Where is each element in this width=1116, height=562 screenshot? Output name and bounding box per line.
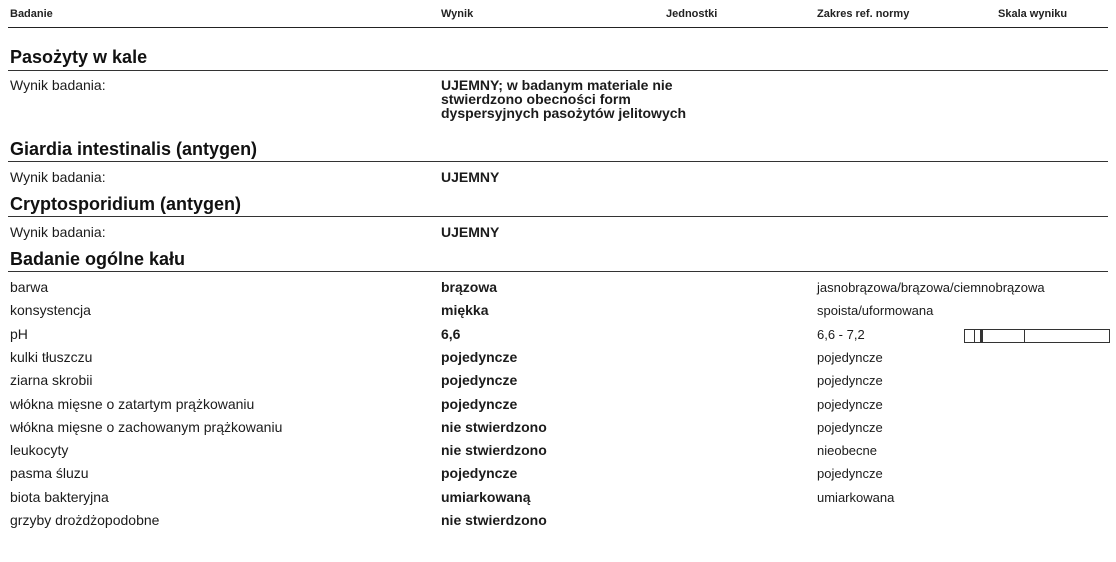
row-value: UJEMNY xyxy=(441,224,500,240)
row-value: 6,6 xyxy=(441,326,461,342)
row-ref-range: pojedyncze xyxy=(817,350,883,365)
header-units: Jednostki xyxy=(666,8,718,20)
row-ref-range: pojedyncze xyxy=(817,420,883,435)
row-value: pojedyncze xyxy=(441,349,518,365)
row-value: pojedyncze xyxy=(441,465,518,481)
row-ref-range: spoista/uformowana xyxy=(817,303,934,318)
ph-scale-bar xyxy=(964,329,1110,343)
row-value: brązowa xyxy=(441,279,498,295)
row-name: pH xyxy=(10,326,28,342)
row-label: Wynik badania: xyxy=(10,77,106,93)
section-divider xyxy=(8,161,1108,162)
table-row xyxy=(0,465,1116,487)
parasites-result xyxy=(441,78,686,120)
table-row xyxy=(0,372,1116,394)
table-row xyxy=(0,326,1116,348)
row-name: włókna mięsne o zachowanym prążkowaniu xyxy=(10,419,283,435)
row-label: Wynik badania: xyxy=(10,169,106,185)
row-name: biota bakteryjna xyxy=(10,489,109,505)
row-name: ziarna skrobii xyxy=(10,372,93,388)
row-value: UJEMNY xyxy=(441,169,500,185)
ph-scale-ref-high-line xyxy=(1024,330,1025,342)
row-value: umiarkowaną xyxy=(441,489,531,505)
section-title-giardia: Giardia intestinalis (antygen) xyxy=(10,139,258,159)
section-title-cryptosporidium: Cryptosporidium (antygen) xyxy=(10,194,242,214)
row-name: kulki tłuszczu xyxy=(10,349,93,365)
row-value: nie stwierdzono xyxy=(441,419,547,435)
row-name: włókna mięsne o zatartym prążkowaniu xyxy=(10,396,255,412)
table-header xyxy=(0,0,1116,30)
row-name: konsystencja xyxy=(10,302,91,318)
row-value: nie stwierdzono xyxy=(441,512,547,528)
row-value: pojedyncze xyxy=(441,396,518,412)
ph-scale-marker xyxy=(980,330,983,342)
row-ref-range: pojedyncze xyxy=(817,466,883,481)
table-row xyxy=(0,302,1116,324)
table-row xyxy=(0,169,1116,191)
row-name: leukocyty xyxy=(10,442,69,458)
row-ref-range: umiarkowana xyxy=(817,490,895,505)
section-title-general: Badanie ogólne kału xyxy=(10,249,186,269)
row-ref-range: pojedyncze xyxy=(817,373,883,388)
result-line: stwierdzono obecności form xyxy=(441,91,631,107)
row-value: nie stwierdzono xyxy=(441,442,547,458)
section-divider xyxy=(8,216,1108,217)
row-ref-range: 6,6 - 7,2 xyxy=(817,327,865,342)
row-value: miękka xyxy=(441,302,489,318)
header-ref-range: Zakres ref. normy xyxy=(817,8,910,20)
row-label: Wynik badania: xyxy=(10,224,106,240)
row-value: pojedyncze xyxy=(441,372,518,388)
table-row xyxy=(0,279,1116,301)
table-row xyxy=(0,442,1116,464)
result-line: dyspersyjnych pasożytów jelitowych xyxy=(441,105,687,121)
row-name: barwa xyxy=(10,279,49,295)
table-row xyxy=(0,419,1116,441)
section-title-parasites: Pasożyty w kale xyxy=(10,47,148,67)
table-row xyxy=(0,489,1116,511)
table-row xyxy=(0,224,1116,246)
table-row xyxy=(0,349,1116,371)
section-divider xyxy=(8,70,1108,71)
table-row xyxy=(0,512,1116,534)
row-ref-range: nieobecne xyxy=(817,443,877,458)
result-line: UJEMNY; w badanym materiale nie xyxy=(441,77,673,93)
section-divider xyxy=(8,271,1108,272)
header-result: Wynik xyxy=(441,8,474,20)
row-ref-range: jasnobrązowa/brązowa/ciemnobrązowa xyxy=(817,280,1045,295)
table-row xyxy=(0,396,1116,418)
row-name: pasma śluzu xyxy=(10,465,89,481)
header-scale: Skala wyniku xyxy=(998,8,1068,20)
row-ref-range: pojedyncze xyxy=(817,397,883,412)
row-name: grzyby drożdżopodobne xyxy=(10,512,160,528)
ph-scale-ref-low-line xyxy=(974,330,975,342)
header-test: Badanie xyxy=(10,8,53,20)
header-divider xyxy=(8,27,1108,28)
